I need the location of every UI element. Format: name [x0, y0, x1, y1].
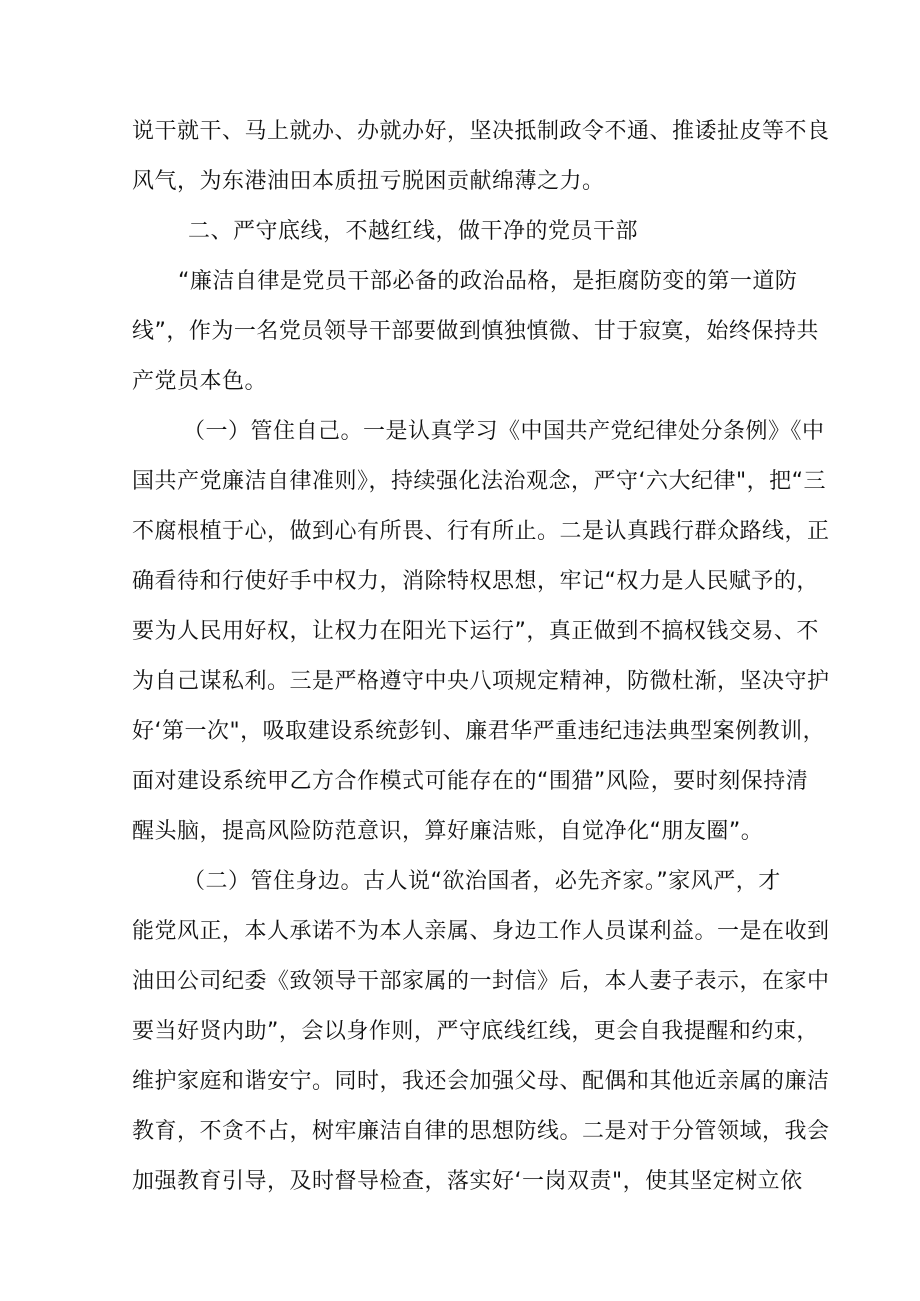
text-line: 风气，为东港油田本质扭亏脱困贡献绵薄之力。	[132, 169, 605, 194]
text-line: 要当好贤内助”，会以身作则，严守底线红线，更会自我提醒和约束，	[132, 1019, 819, 1044]
text-line: 面对建设系统甲乙方合作模式可能存在的“围猎”风险，要时刻保持清	[132, 769, 809, 794]
text-line: 好‘第一次"，吸取建设系统彭钊、廉君华严重违纪违法典型案例教训，	[132, 719, 826, 744]
text-line: 要为人民用好权，让权力在阳光下运行”，真正做到不搞权钱交易、不	[132, 619, 819, 644]
text-line: 加强教育引导，及时督导检查，落实好‘一岗双责"，使其坚定树立依	[132, 1169, 803, 1194]
text-line: 国共产党廉洁自律准则》，持续强化法治观念，严守‘六大纪律"，把“三	[132, 469, 827, 494]
text-line: 教育，不贪不占，树牢廉洁自律的思想防线。二是对于分管领域，我会	[132, 1119, 830, 1144]
section-heading: 二、严守底线，不越红线，做干净的党员干部	[188, 219, 639, 244]
text-line: （一）管住自己。一是认真学习《中国共产党纪律处分条例》《中	[183, 419, 825, 444]
text-line: 维护家庭和谐安宁。同时，我还会加强父母、配偶和其他近亲属的廉洁	[132, 1069, 830, 1094]
text-line: 说干就干、马上就办、办就办好，坚决抵制政令不通、推诿扯皮等不良	[132, 119, 830, 144]
text-line: 线”，作为一名党员领导干部要做到慎独慎微、甘于寂寞，始终保持共	[132, 319, 819, 344]
text-line: “廉洁自律是党员干部必备的政治品格，是拒腐防变的第一道防	[178, 269, 798, 294]
text-line: （二）管住身边。古人说“欲治国者，必先齐家。”家风严，才	[183, 869, 781, 894]
text-line: 不腐根植于心，做到心有所畏、行有所止。二是认真践行群众路线，正	[132, 519, 830, 544]
text-line: 醒头脑，提高风险防范意识，算好廉洁账，自觉净化“朋友圈”。	[132, 819, 764, 844]
text-line: 确看待和行使好手中权力，消除特权思想，牢记“权力是人民赋予的，	[132, 569, 819, 594]
text-line: 产党员本色。	[132, 369, 268, 394]
text-line: 油田公司纪委《致领导干部家属的一封信》后，本人妻子表示，在家中	[132, 969, 830, 994]
text-line: 为自己谋私利。三是严格遵守中央八项规定精神，防微杜渐，坚决守护	[132, 669, 830, 694]
text-line: 能党风正，本人承诺不为本人亲属、身边工作人员谋利益。一是在收到	[132, 919, 830, 944]
